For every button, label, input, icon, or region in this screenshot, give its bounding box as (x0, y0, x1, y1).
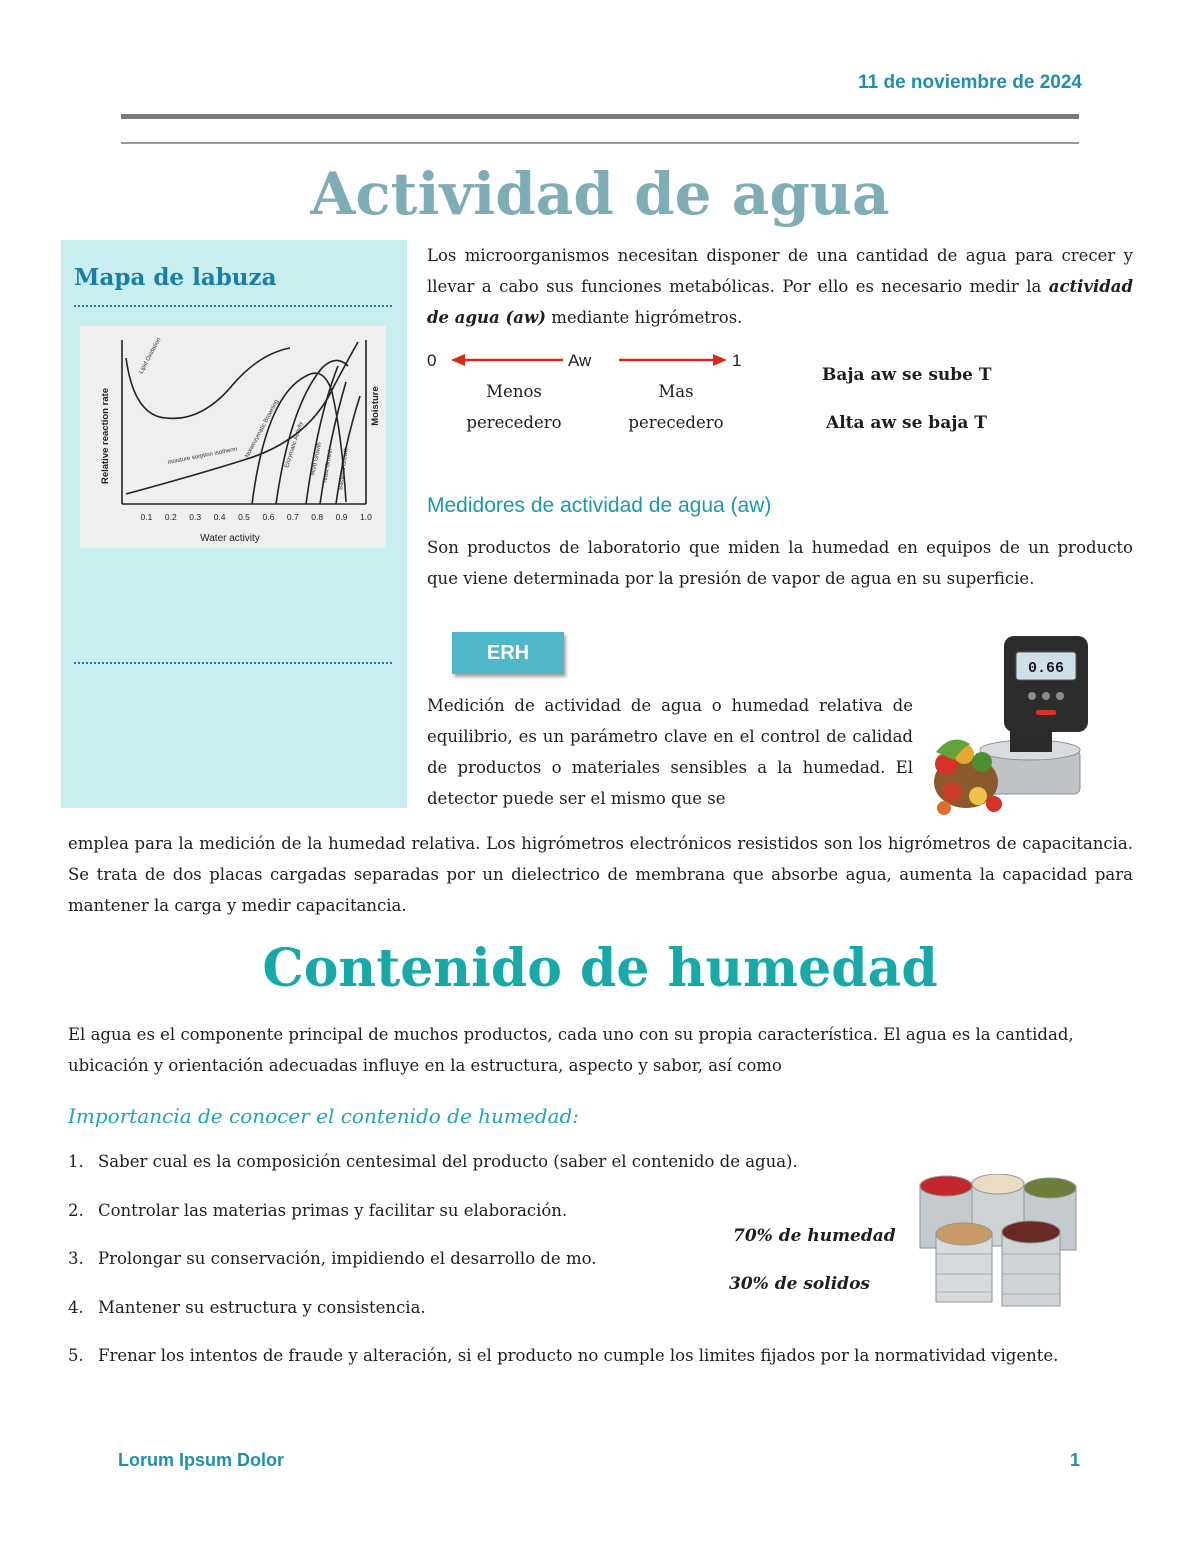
series-label-lipid: Lipid Oxidation (138, 337, 163, 375)
intro-paragraph (427, 240, 1133, 333)
list-item (68, 1341, 1168, 1390)
chart-x-label: Water activity (200, 533, 260, 544)
series-label-enzymatic: Enzymatic Activity (284, 421, 305, 469)
chart-x-tick: 0.1 (140, 512, 153, 522)
list-item-text: Saber cual es la composición centesimal del producto (saber el contenido de agua). (98, 1152, 798, 1171)
series-label-browning: Nonenzymatic Browning (244, 398, 281, 459)
moisture-title: Contenido de humedad (262, 938, 938, 999)
importance-heading: Importancia de conocer el contenido de humedad: (68, 1104, 579, 1128)
page-title: Actividad de agua (310, 160, 890, 228)
header-date: 11 de noviembre de 2024 (858, 72, 1082, 93)
aw-left-caption (452, 376, 576, 438)
sidebar-divider-top (74, 305, 392, 307)
labuza-chart (80, 326, 386, 548)
list-item-number: 4. (68, 1297, 84, 1317)
list-item-number: 5. (68, 1346, 84, 1365)
series-label-isotherm: moisture sorption isotherm (167, 446, 238, 466)
list-item-number: 1. (68, 1152, 84, 1171)
series-label-bacteria: Bacteria Growth (338, 446, 350, 491)
aw-right-line2: perecedero (628, 413, 724, 432)
intro-text-b: mediante higrómetros. (545, 308, 743, 327)
chart-x-tick: 0.4 (213, 512, 226, 522)
measure-paragraph: Medición de actividad de agua o humedad relativa de equilibrio, es un parámetro clave en el control de calidad de productos o materiales sensibles a la humedad. El detector puede ser el mismo que se (427, 696, 913, 808)
header-rule-thin (121, 142, 1079, 144)
measure-continuation: emplea para la medición de la humedad relativa. Los higrómetros electrónicos resistidos son los higrómetros de capacitancia. Se trata de dos placas cargadas separadas por un dielectrico de membrana que absorbe agua, aumenta la capacidad para mantener la carga y medir capacitancia. (68, 834, 1133, 915)
aw-right-line1: Mas (658, 382, 694, 401)
arrow-right-icon (713, 354, 727, 366)
chart-x-tick: 0.5 (238, 512, 250, 522)
moisture-paragraph: El agua es el componente principal de muchos productos, cada uno con su propia característica. El agua es la cantidad, ubicación y orientación adecuadas influye en la estructura, aspecto y sabor, así como (68, 1025, 1074, 1075)
sidebar-divider-bottom (74, 662, 392, 664)
rule-high-aw: Alta aw se baja T (826, 413, 987, 433)
intro-text-a: Los microorganismos necesitan disponer de una cantidad de agua para crecer y llevar a cabo sus funciones metabólicas. Por ello es necesario medir la (427, 246, 1133, 296)
device-display: 0.66 (1027, 660, 1065, 677)
chart-x-tick: 1.0 (360, 512, 372, 522)
chart-x-tick: 0.7 (286, 512, 299, 522)
list-item-text: Mantener su estructura y consistencia. (98, 1297, 426, 1317)
list-item-number: 3. (68, 1249, 84, 1268)
moisture-percent: 70% de humedad (733, 1226, 896, 1246)
chart-x-tick: 0.8 (311, 512, 324, 522)
chart-y-label: Relative reaction rate (100, 387, 111, 485)
solids-percent: 30% de solidos (729, 1274, 870, 1294)
list-item-number: 2. (68, 1200, 84, 1220)
meters-paragraph: Son productos de laboratorio que miden la humedad en equipos de un producto que viene determinada por la presión de vapor de agua en su superficie. (427, 538, 1133, 588)
hygrometer-image (932, 632, 1092, 817)
canned-food-image (918, 1174, 1080, 1314)
erh-badge: ERH (452, 632, 564, 674)
list-item-text: Controlar las materias primas y facilitar su elaboración. (98, 1200, 568, 1220)
aw-left-line1: Menos (486, 382, 542, 401)
arrow-left-icon (451, 354, 465, 366)
aw-right-caption (614, 376, 738, 438)
header-rule-thick (121, 114, 1079, 119)
chart-y2-label: Moisture (370, 386, 381, 426)
series-label-yeast: Yeast Growth (322, 448, 335, 485)
list-item-text: Prolongar su conservación, impidiendo el desarrollo de mo. (98, 1249, 597, 1268)
list-item-text: Frenar los intentos de fraude y alteración, si el producto no cumple los limites fijados por la normatividad vigente. (98, 1346, 1059, 1365)
intro-bold-term: actividad de agua (aw) (427, 277, 1133, 327)
footer-label: Lorum Ipsum Dolor (118, 1450, 284, 1470)
sidebar-heading: Mapa de labuza (74, 264, 277, 291)
chart-x-tick: 0.3 (189, 512, 202, 522)
chart-x-tick: 0.9 (335, 512, 348, 522)
aw-label: Aw (568, 351, 592, 370)
aw-scale-arrows (427, 345, 767, 375)
page-number: 1 (1069, 1450, 1080, 1470)
meters-heading: Medidores de actividad de agua (aw) (427, 494, 772, 517)
series-label-mold: Mold Growth (310, 441, 324, 477)
aw-max: 1 (732, 351, 742, 370)
chart-x-tick: 0.6 (262, 512, 275, 522)
aw-left-line2: perecedero (466, 413, 562, 432)
rule-low-aw: Baja aw se sube T (822, 365, 992, 385)
aw-min: 0 (427, 351, 437, 370)
chart-x-tick: 0.2 (164, 512, 177, 522)
